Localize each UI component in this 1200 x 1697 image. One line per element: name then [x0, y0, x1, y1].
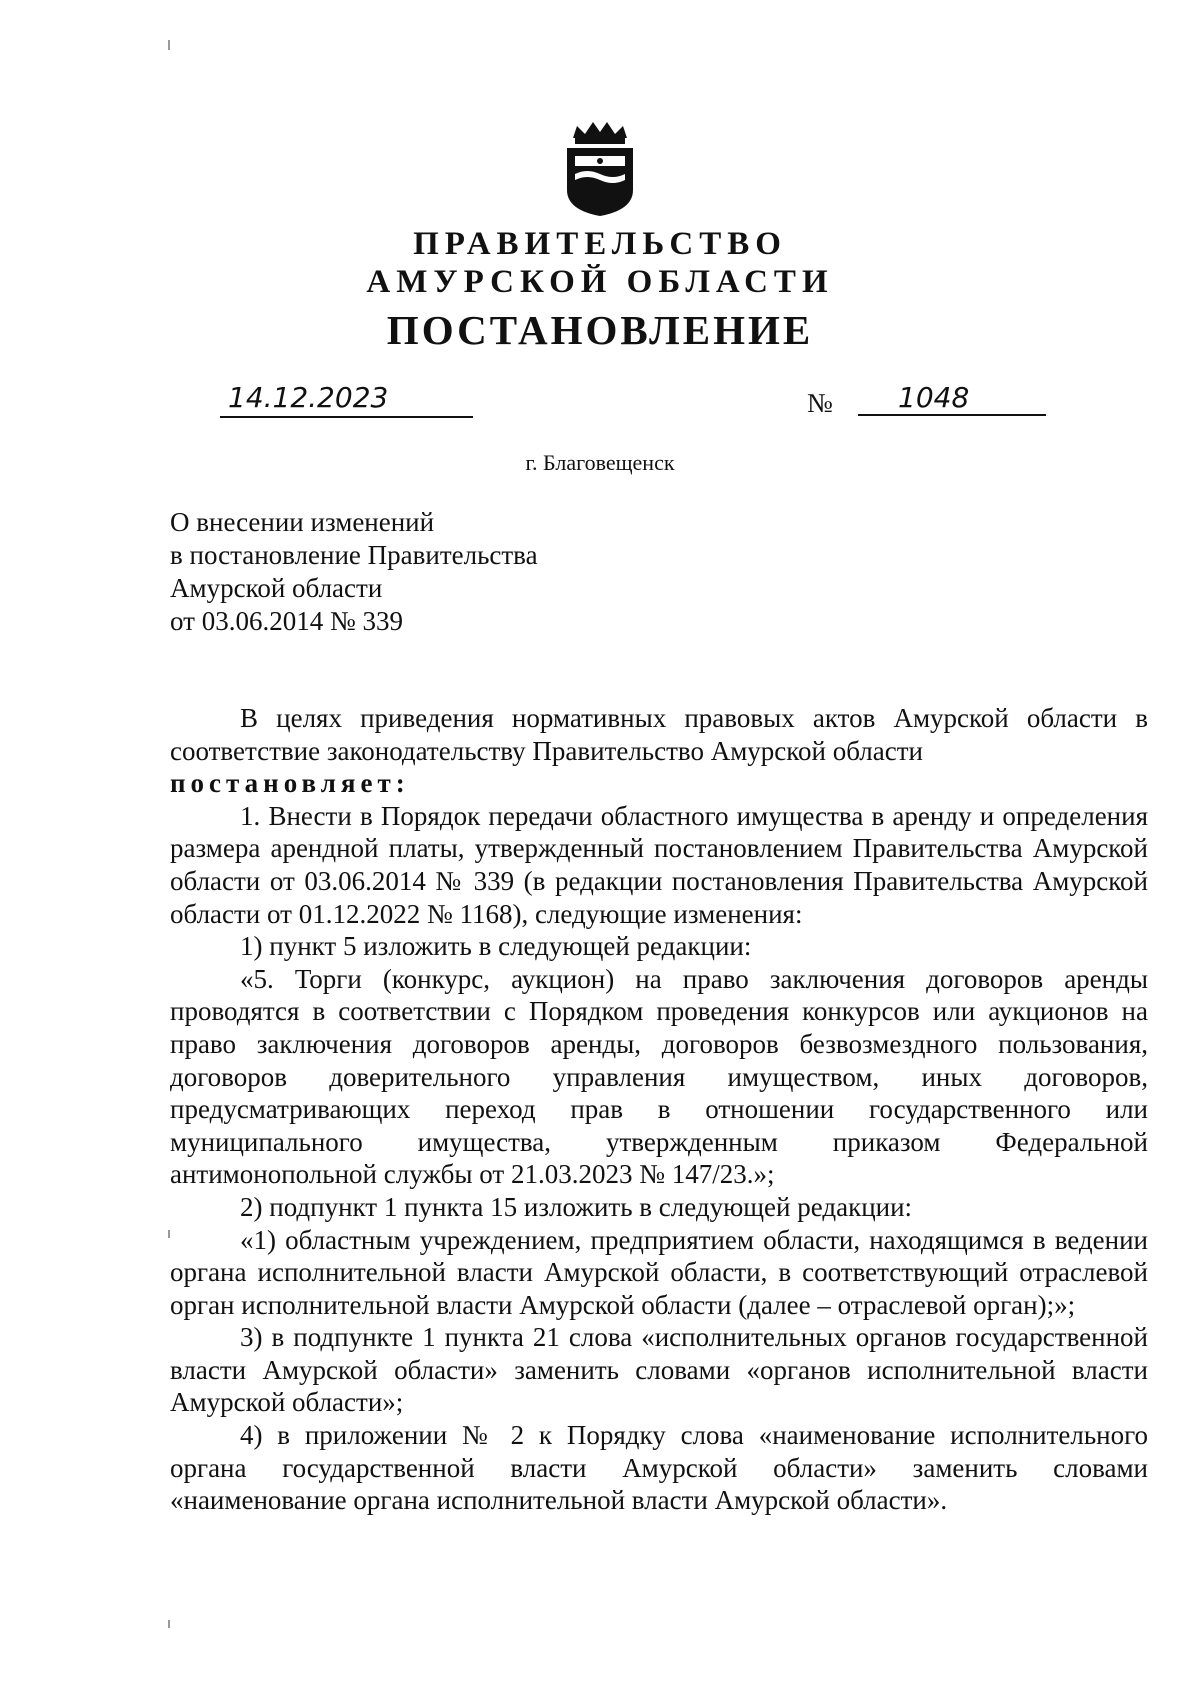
- scan-margin-mark: [168, 1230, 170, 1238]
- intro-paragraph: В целях приведения нормативных правовых актов Амурской области в соответствие законодательству Правительство Амурской области: [170, 703, 1148, 766]
- document-subject: [170, 506, 538, 638]
- number-label: №: [807, 388, 833, 418]
- scan-margin-mark: [168, 1620, 170, 1628]
- scan-margin-mark: [168, 40, 170, 50]
- body-paragraph: «1) областным учреждением, предприятием области, находящимся в ведении органа исполнительной власти Амурской области, в соответствующий отраслевой орган исполнительной власти Амурской области (далее – отраслевой орган);»;: [170, 1224, 1148, 1320]
- body-paragraph: 3) в подпункте 1 пункта 21 слова «исполнительных органов государственной власти Амурской области» заменить словами «органов исполнительной власти Амурской области»;: [170, 1322, 1148, 1418]
- body-paragraph: «5. Торги (конкурс, аукцион) на право заключения договоров аренды проводятся в соответствии с Порядком проведения конкурсов или аукционов на право заключения договоров аренды, договоров безвозмездного пользования, договоров доверительного управления имуществом, иных договоров, предусматривающих переход прав в отношении государственного или муниципального имущества, утвержденным приказом Федеральной антимонопольной службы от 21.03.2023 № 147/23.»;: [170, 963, 1148, 1190]
- subject-line: О внесении изменений: [170, 507, 435, 537]
- decree-word: постановляет:: [170, 768, 410, 799]
- subject-line: Амурской области: [170, 573, 383, 603]
- org-name-line2: АМУРСКОЙ ОБЛАСТИ: [366, 264, 834, 300]
- body-paragraph: 1. Внести в Порядок передачи областного имущества в аренду и определения размера арендной платы, утвержденный постановлением Правительства Амурской области от 03.06.2014 № 339 (в редакции постановления Правительства Амурской области от 01.12.2022 № 1168), следующие изменения:: [170, 800, 1148, 929]
- document-type-title: ПОСТАНОВЛЕНИЕ: [386, 307, 814, 353]
- org-name-line1: ПРАВИТЕЛЬСТВО: [413, 226, 787, 262]
- subject-line: от 03.06.2014 № 339: [170, 606, 403, 636]
- document-body: [170, 702, 1148, 1517]
- body-paragraph: 1) пункт 5 изложить в следующей редакции:: [240, 931, 752, 962]
- body-paragraph: 4) в приложении № 2 к Порядку слова «наименование исполнительного органа государственной власти Амурской области» заменить словами «наименование органа исполнительной власти Амурской области».: [170, 1420, 1148, 1516]
- document-date: 14.12.2023: [220, 380, 473, 418]
- document-number: 1048: [858, 380, 1046, 416]
- subject-line: в постановление Правительства: [170, 540, 538, 570]
- body-paragraph: 2) подпункт 1 пункта 15 изложить в следующей редакции:: [240, 1191, 913, 1222]
- coat-of-arms-icon: [555, 118, 645, 218]
- city-line: г. Благовещенск: [525, 450, 675, 475]
